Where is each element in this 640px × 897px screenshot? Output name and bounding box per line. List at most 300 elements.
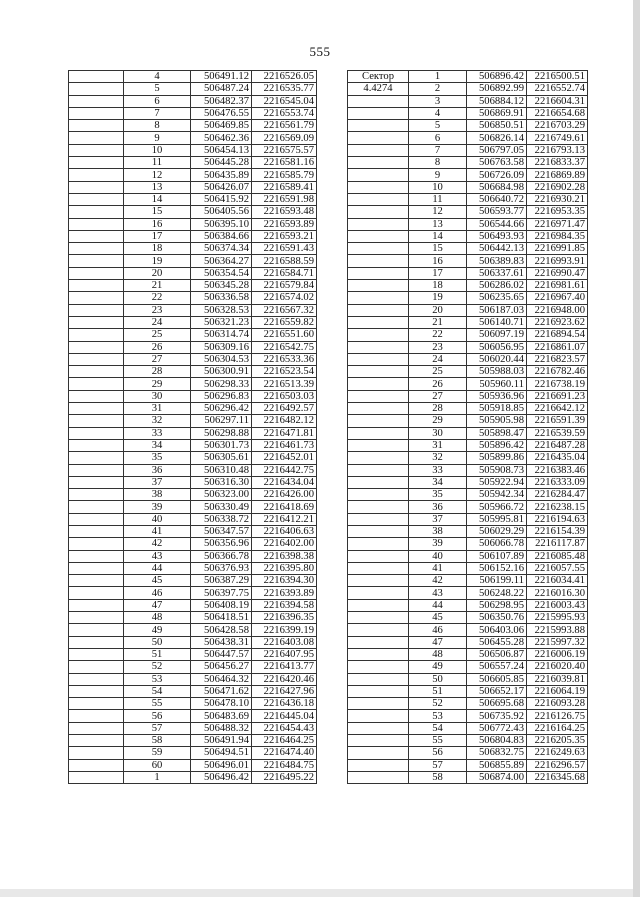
point-number: 33 [409, 464, 467, 476]
sector-cell [69, 698, 124, 710]
y-coordinate: 2216500.51 [527, 71, 588, 83]
table-row [69, 353, 317, 365]
sector-cell [69, 107, 124, 119]
x-coordinate: 506557.24 [467, 661, 527, 673]
point-number: 12 [124, 169, 191, 181]
sector-cell [69, 206, 124, 218]
y-coordinate: 2216395.80 [252, 562, 317, 574]
y-coordinate: 2216581.16 [252, 157, 317, 169]
y-coordinate: 2216418.69 [252, 501, 317, 513]
point-number: 11 [409, 193, 467, 205]
y-coordinate: 2216126.75 [527, 710, 588, 722]
point-number: 27 [124, 353, 191, 365]
table-row [69, 599, 317, 611]
sector-cell [348, 341, 409, 353]
table-row [348, 415, 588, 427]
sector-cell [348, 587, 409, 599]
y-coordinate: 2216117.87 [527, 538, 588, 550]
x-coordinate: 506366.78 [191, 550, 252, 562]
x-coordinate: 506395.10 [191, 218, 252, 230]
sector-cell [348, 759, 409, 771]
x-coordinate: 506544.66 [467, 218, 527, 230]
table-row [348, 439, 588, 451]
y-coordinate: 2216194.63 [527, 513, 588, 525]
table-row [69, 144, 317, 156]
sector-cell [348, 439, 409, 451]
point-number: 38 [124, 489, 191, 501]
table-row [69, 329, 317, 341]
sector-cell [69, 587, 124, 599]
x-coordinate: 506020.44 [467, 353, 527, 365]
x-coordinate: 506855.89 [467, 759, 527, 771]
y-coordinate: 2216526.05 [252, 71, 317, 83]
table-row [348, 575, 588, 587]
table-row [69, 390, 317, 402]
x-coordinate: 506435.89 [191, 169, 252, 181]
point-number: 54 [409, 722, 467, 734]
point-number: 50 [409, 673, 467, 685]
y-coordinate: 2216034.41 [527, 575, 588, 587]
table-row [348, 698, 588, 710]
table-row [348, 378, 588, 390]
sector-cell [348, 661, 409, 673]
x-coordinate: 505942.34 [467, 489, 527, 501]
y-coordinate: 2216971.47 [527, 218, 588, 230]
sector-cell [69, 353, 124, 365]
table-row [348, 673, 588, 685]
y-coordinate: 2216006.19 [527, 648, 588, 660]
y-coordinate: 2216593.48 [252, 206, 317, 218]
table-row [348, 722, 588, 734]
x-coordinate: 505908.73 [467, 464, 527, 476]
point-number: 41 [124, 525, 191, 537]
y-coordinate: 2216593.21 [252, 230, 317, 242]
point-number: 14 [409, 230, 467, 242]
sector-cell [348, 685, 409, 697]
table-row [69, 759, 317, 771]
x-coordinate: 506305.61 [191, 452, 252, 464]
sector-cell [348, 280, 409, 292]
x-coordinate: 506300.91 [191, 366, 252, 378]
y-coordinate: 2216495.22 [252, 771, 317, 783]
x-coordinate: 505966.72 [467, 501, 527, 513]
x-coordinate: 506356.96 [191, 538, 252, 550]
y-coordinate: 2216345.68 [527, 771, 588, 783]
y-coordinate: 2216003.43 [527, 599, 588, 611]
sector-cell [69, 673, 124, 685]
point-number: 12 [409, 206, 467, 218]
y-coordinate: 2216574.02 [252, 292, 317, 304]
point-number: 31 [124, 403, 191, 415]
table-row [69, 280, 317, 292]
sector-cell [69, 120, 124, 132]
table-row [348, 636, 588, 648]
x-coordinate: 506869.91 [467, 107, 527, 119]
point-number: 25 [124, 329, 191, 341]
sector-cell [69, 366, 124, 378]
y-coordinate: 2216782.46 [527, 366, 588, 378]
x-coordinate: 506364.27 [191, 255, 252, 267]
sector-cell [348, 599, 409, 611]
table-row [69, 378, 317, 390]
table-row [348, 83, 588, 95]
y-coordinate: 2216503.03 [252, 390, 317, 402]
y-coordinate: 2216533.36 [252, 353, 317, 365]
table-row [69, 439, 317, 451]
x-coordinate: 506454.13 [191, 144, 252, 156]
sector-cell [69, 538, 124, 550]
point-number: 5 [124, 83, 191, 95]
point-number: 33 [124, 427, 191, 439]
x-coordinate: 506309.16 [191, 341, 252, 353]
table-row [69, 513, 317, 525]
point-number: 14 [124, 193, 191, 205]
table-row [348, 390, 588, 402]
x-coordinate: 506387.29 [191, 575, 252, 587]
point-number: 13 [409, 218, 467, 230]
y-coordinate: 2216551.60 [252, 329, 317, 341]
table-row [69, 157, 317, 169]
y-coordinate: 2216861.07 [527, 341, 588, 353]
sector-cell [348, 648, 409, 660]
sector-cell [69, 230, 124, 242]
table-row [348, 329, 588, 341]
point-number: 52 [124, 661, 191, 673]
x-coordinate: 506442.13 [467, 243, 527, 255]
table-row [348, 685, 588, 697]
y-coordinate: 2216591.39 [527, 415, 588, 427]
y-coordinate: 2216542.75 [252, 341, 317, 353]
table-row [69, 83, 317, 95]
x-coordinate: 506199.11 [467, 575, 527, 587]
y-coordinate: 2216738.19 [527, 378, 588, 390]
x-coordinate: 505922.94 [467, 476, 527, 488]
y-coordinate: 2216394.30 [252, 575, 317, 587]
table-row [69, 255, 317, 267]
x-coordinate: 506832.75 [467, 747, 527, 759]
y-coordinate: 2216552.74 [527, 83, 588, 95]
sector-cell [69, 169, 124, 181]
point-number: 20 [124, 267, 191, 279]
sector-cell [348, 329, 409, 341]
y-coordinate: 2216535.77 [252, 83, 317, 95]
x-coordinate: 506593.77 [467, 206, 527, 218]
x-coordinate: 506350.76 [467, 612, 527, 624]
sector-cell [69, 181, 124, 193]
sector-cell [69, 648, 124, 660]
x-coordinate: 506397.75 [191, 587, 252, 599]
point-number: 40 [409, 550, 467, 562]
sector-cell [348, 267, 409, 279]
point-number: 29 [124, 378, 191, 390]
sector-cell [69, 550, 124, 562]
x-coordinate: 505936.96 [467, 390, 527, 402]
sector-cell [348, 390, 409, 402]
y-coordinate: 2216553.74 [252, 107, 317, 119]
x-coordinate: 506187.03 [467, 304, 527, 316]
x-coordinate: 506483.69 [191, 710, 252, 722]
sector-cell [348, 243, 409, 255]
table-row [348, 587, 588, 599]
x-coordinate: 506456.27 [191, 661, 252, 673]
y-coordinate: 2216703.29 [527, 120, 588, 132]
x-coordinate: 506496.01 [191, 759, 252, 771]
sector-cell [348, 710, 409, 722]
x-coordinate: 506376.93 [191, 562, 252, 574]
x-coordinate: 506652.17 [467, 685, 527, 697]
point-number: 24 [409, 353, 467, 365]
table-row [69, 341, 317, 353]
sector-cell [348, 722, 409, 734]
point-number: 34 [124, 439, 191, 451]
y-coordinate: 2216585.79 [252, 169, 317, 181]
y-coordinate: 2216020.40 [527, 661, 588, 673]
point-number: 56 [124, 710, 191, 722]
point-number: 28 [409, 403, 467, 415]
point-number: 22 [409, 329, 467, 341]
point-number: 42 [409, 575, 467, 587]
point-number: 22 [124, 292, 191, 304]
y-coordinate: 2216545.04 [252, 95, 317, 107]
point-number: 27 [409, 390, 467, 402]
table-row [69, 648, 317, 660]
y-coordinate: 2216923.62 [527, 316, 588, 328]
sector-cell [69, 329, 124, 341]
x-coordinate: 506304.53 [191, 353, 252, 365]
y-coordinate: 2216930.21 [527, 193, 588, 205]
point-number: 60 [124, 759, 191, 771]
table-row [348, 230, 588, 242]
x-coordinate: 506684.98 [467, 181, 527, 193]
point-number: 59 [124, 747, 191, 759]
sector-cell [69, 624, 124, 636]
x-coordinate: 506297.11 [191, 415, 252, 427]
x-coordinate: 506336.58 [191, 292, 252, 304]
table-row [348, 169, 588, 181]
sector-cell [348, 525, 409, 537]
sector-cell [69, 489, 124, 501]
table-row [348, 759, 588, 771]
scan-edge-bottom [0, 889, 640, 897]
y-coordinate: 2216593.89 [252, 218, 317, 230]
y-coordinate: 2216154.39 [527, 525, 588, 537]
y-coordinate: 2216823.57 [527, 353, 588, 365]
x-coordinate: 506797.05 [467, 144, 527, 156]
y-coordinate: 2216402.00 [252, 538, 317, 550]
table-row [348, 181, 588, 193]
point-number: 18 [409, 280, 467, 292]
x-coordinate: 506298.95 [467, 599, 527, 611]
point-number: 55 [409, 735, 467, 747]
point-number: 21 [409, 316, 467, 328]
point-number: 49 [409, 661, 467, 673]
sector-cell [69, 599, 124, 611]
table-row [69, 661, 317, 673]
point-number: 30 [124, 390, 191, 402]
sector-cell [348, 636, 409, 648]
x-coordinate: 506482.37 [191, 95, 252, 107]
y-coordinate: 2216967.40 [527, 292, 588, 304]
y-coordinate: 2216398.38 [252, 550, 317, 562]
sector-cell [348, 316, 409, 328]
sector-cell [69, 636, 124, 648]
y-coordinate: 2216396.35 [252, 612, 317, 624]
y-coordinate: 2216591.98 [252, 193, 317, 205]
x-coordinate: 506695.68 [467, 698, 527, 710]
y-coordinate: 2216383.46 [527, 464, 588, 476]
sector-cell [69, 390, 124, 402]
point-number: 55 [124, 698, 191, 710]
table-row [348, 353, 588, 365]
table-row [69, 169, 317, 181]
table-row [348, 599, 588, 611]
x-coordinate: 506455.28 [467, 636, 527, 648]
table-row [69, 95, 317, 107]
table-row [348, 513, 588, 525]
y-coordinate: 2216513.39 [252, 378, 317, 390]
x-coordinate: 506892.99 [467, 83, 527, 95]
sector-cell [348, 575, 409, 587]
sector-cell [69, 661, 124, 673]
x-coordinate: 506462.36 [191, 132, 252, 144]
y-coordinate: 2215997.32 [527, 636, 588, 648]
point-number: 57 [409, 759, 467, 771]
sector-cell [69, 304, 124, 316]
sector-cell [69, 415, 124, 427]
sector-cell [348, 292, 409, 304]
x-coordinate: 506374.34 [191, 243, 252, 255]
point-number: 3 [409, 95, 467, 107]
point-number: 26 [124, 341, 191, 353]
table-row [348, 144, 588, 156]
table-row [348, 735, 588, 747]
x-coordinate: 506415.92 [191, 193, 252, 205]
sector-cell [69, 280, 124, 292]
page-number: 555 [309, 44, 331, 59]
table-row [348, 341, 588, 353]
y-coordinate: 2216993.91 [527, 255, 588, 267]
sector-cell [348, 624, 409, 636]
sector-cell [348, 501, 409, 513]
sector-cell [348, 107, 409, 119]
sector-cell [69, 292, 124, 304]
x-coordinate: 506418.51 [191, 612, 252, 624]
table-row [69, 415, 317, 427]
x-coordinate: 506152.16 [467, 562, 527, 574]
y-coordinate: 2216561.79 [252, 120, 317, 132]
sector-cell [348, 120, 409, 132]
y-coordinate: 2216569.09 [252, 132, 317, 144]
y-coordinate: 2216407.95 [252, 648, 317, 660]
x-coordinate: 506330.49 [191, 501, 252, 513]
table-row [69, 292, 317, 304]
point-number: 46 [124, 587, 191, 599]
y-coordinate: 2216869.89 [527, 169, 588, 181]
point-number: 35 [124, 452, 191, 464]
point-number: 36 [124, 464, 191, 476]
x-coordinate: 506347.57 [191, 525, 252, 537]
y-coordinate: 2216296.57 [527, 759, 588, 771]
table-row [69, 206, 317, 218]
table-row [348, 316, 588, 328]
x-coordinate: 506403.06 [467, 624, 527, 636]
point-number: 42 [124, 538, 191, 550]
point-number: 5 [409, 120, 467, 132]
point-number: 35 [409, 489, 467, 501]
y-coordinate: 2216436.18 [252, 698, 317, 710]
table-row [69, 120, 317, 132]
x-coordinate: 506384.66 [191, 230, 252, 242]
x-coordinate: 506286.02 [467, 280, 527, 292]
sector-cell [69, 562, 124, 574]
x-coordinate: 505899.86 [467, 452, 527, 464]
point-number: 31 [409, 439, 467, 451]
x-coordinate: 506804.83 [467, 735, 527, 747]
x-coordinate: 505918.85 [467, 403, 527, 415]
y-coordinate: 2216579.84 [252, 280, 317, 292]
y-coordinate: 2216403.08 [252, 636, 317, 648]
y-coordinate: 2216575.57 [252, 144, 317, 156]
sector-cell [348, 255, 409, 267]
x-coordinate: 506056.95 [467, 341, 527, 353]
table-row [69, 771, 317, 783]
y-coordinate: 2216604.31 [527, 95, 588, 107]
x-coordinate: 506884.12 [467, 95, 527, 107]
y-coordinate: 2216442.75 [252, 464, 317, 476]
y-coordinate: 2216523.54 [252, 366, 317, 378]
point-number: 43 [409, 587, 467, 599]
x-coordinate: 506296.83 [191, 390, 252, 402]
point-number: 56 [409, 747, 467, 759]
sector-cell [348, 476, 409, 488]
sector-cell [348, 366, 409, 378]
table-row [69, 501, 317, 513]
point-number: 37 [124, 476, 191, 488]
table-row [348, 476, 588, 488]
y-coordinate: 2216492.57 [252, 403, 317, 415]
table-row [348, 501, 588, 513]
sector-cell [69, 759, 124, 771]
sector-cell [348, 132, 409, 144]
x-coordinate: 506478.10 [191, 698, 252, 710]
x-coordinate: 506763.58 [467, 157, 527, 169]
point-number: 13 [124, 181, 191, 193]
x-coordinate: 506298.88 [191, 427, 252, 439]
y-coordinate: 2216567.32 [252, 304, 317, 316]
point-number: 48 [409, 648, 467, 660]
sector-cell [348, 562, 409, 574]
x-coordinate: 506235.65 [467, 292, 527, 304]
table-row [348, 452, 588, 464]
sector-cell [69, 747, 124, 759]
sector-cell [69, 255, 124, 267]
sector-cell [348, 157, 409, 169]
point-number: 32 [124, 415, 191, 427]
point-number: 8 [124, 120, 191, 132]
x-coordinate: 506726.09 [467, 169, 527, 181]
table-row [69, 476, 317, 488]
point-number: 8 [409, 157, 467, 169]
point-number: 34 [409, 476, 467, 488]
table-row [69, 218, 317, 230]
sector-cell [69, 685, 124, 697]
table-row [69, 132, 317, 144]
x-coordinate: 506447.57 [191, 648, 252, 660]
table-row [348, 366, 588, 378]
table-row [69, 710, 317, 722]
x-coordinate: 506850.51 [467, 120, 527, 132]
table-row [69, 612, 317, 624]
